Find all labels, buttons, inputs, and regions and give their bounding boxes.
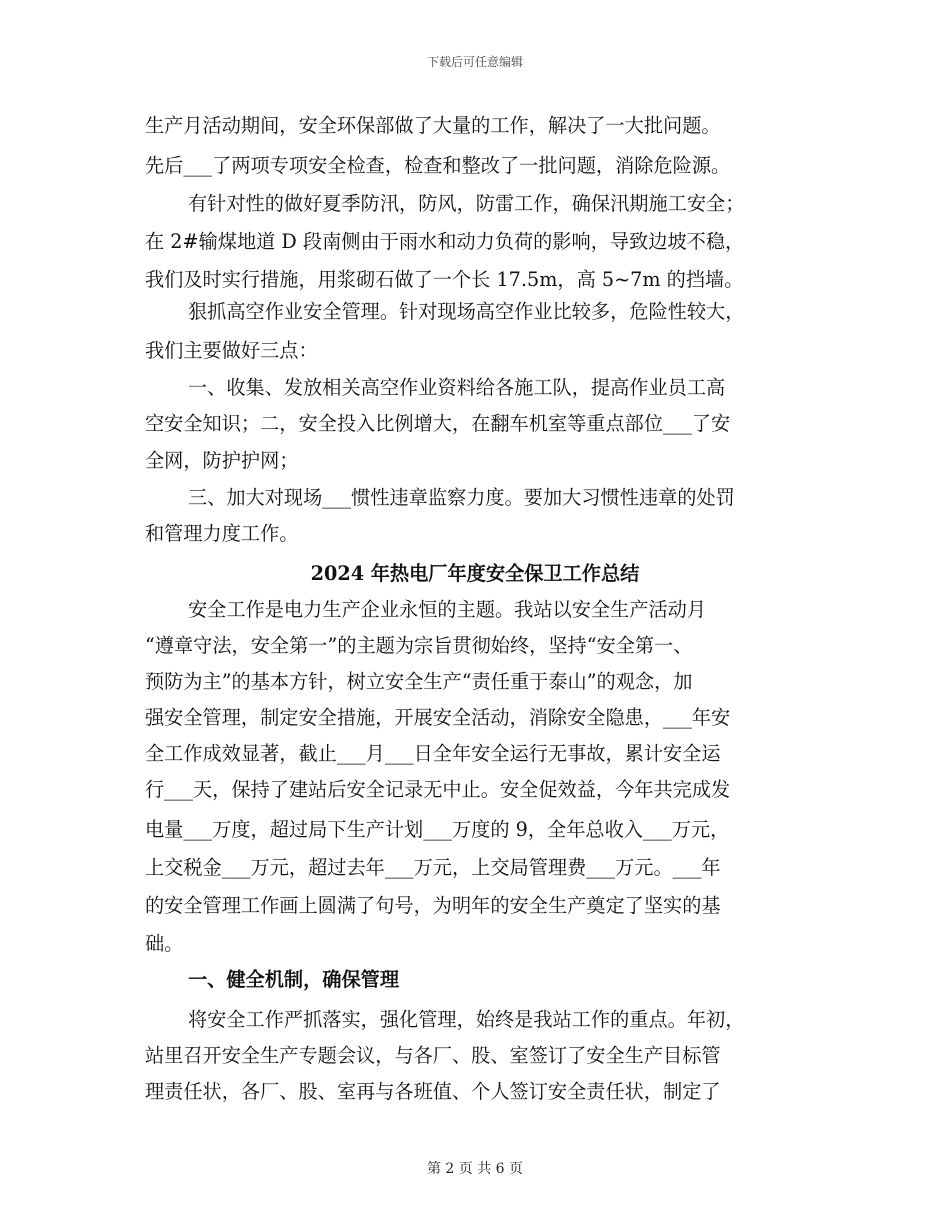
paragraph-line: 将安全工作严抓落实，强化管理，始终是我站工作的重点。年初， — [188, 1008, 745, 1031]
paragraph-line: 生产月活动期间，安全环保部做了大量的工作，解决了一大批问题。 — [145, 114, 721, 137]
paragraph-line: 理责任状，各厂、股、室再与各班值、个人签订安全责任状，制定了 — [145, 1080, 721, 1103]
paragraph-line: 安全工作是电力生产企业永恒的主题。我站以安全生产活动月 — [188, 598, 707, 621]
paragraph-line: 我们主要做好三点： — [145, 339, 318, 362]
section-heading: 一、健全机制，确保管理 — [188, 968, 400, 991]
paragraph-line: 强安全管理，制定安全措施，开展安全活动，消除安全隐患，___年安 — [145, 706, 731, 729]
paragraph-line: 空安全知识；二，安全投入比例增大，在翻车机室等重点部位___了安 — [145, 412, 731, 435]
paragraph-line: 电量___万度，超过局下生产计划___万度的 9，全年总收入___万元， — [145, 818, 730, 841]
page-header-note: 下载后可任意编辑 — [426, 55, 523, 69]
paragraph-line: 狠抓高空作业安全管理。针对现场高空作业比较多，危险性较大， — [188, 300, 745, 323]
paragraph-line: 上交税金___万元，超过去年___万元，上交局管理费___万元。___年 — [145, 856, 721, 879]
paragraph-line: 全工作成效显著，截止___月___日全年安全运行无事故，累计安全运 — [145, 742, 721, 765]
paragraph-line: 站里召开安全生产专题会议，与各厂、股、室签订了安全生产目标管 — [145, 1044, 721, 1067]
paragraph-line: 我们及时实行措施，用浆砌石做了一个长 17.5m，高 5~7m 的挡墙。 — [145, 268, 744, 291]
section-title: 2024 年热电厂年度安全保卫工作总结 — [310, 562, 640, 585]
page-number: 第 2 页 共 6 页 — [426, 1161, 524, 1177]
paragraph-line: 一、收集、发放相关高空作业资料给各施工队，提高作业员工高 — [188, 376, 726, 399]
paragraph-line: 先后___了两项专项安全检查，检查和整改了一批问题，消除危险源。 — [145, 154, 731, 177]
paragraph-line: 的安全管理工作画上圆满了句号，为明年的安全生产奠定了坚实的基 — [145, 894, 721, 917]
paragraph-line: 行___天，保持了建站后安全记录无中止。安全促效益，今年共完成发 — [145, 778, 731, 801]
paragraph-line: 和管理力度工作。 — [145, 522, 299, 545]
paragraph-line: 预防为主”的基本方针，树立安全生产“责任重于泰山”的观念，加 — [145, 670, 693, 693]
paragraph-line: 础。 — [145, 932, 184, 955]
paragraph-line: 有针对性的做好夏季防汛，防风，防雷工作，确保汛期施工安全； — [188, 192, 745, 215]
paragraph-line: 全网，防护护网； — [145, 449, 299, 472]
paragraph-line: “遵章守法，安全第一”的主题为宗旨贯彻始终，坚持“安全第一、 — [145, 634, 693, 657]
paragraph-line: 在 2#输煤地道 D 段南侧由于雨水和动力负荷的影响，导致边坡不稳， — [145, 230, 745, 253]
paragraph-line: 三、加大对现场___惯性违章监察力度。要加大习惯性违章的处罚 — [188, 486, 735, 509]
